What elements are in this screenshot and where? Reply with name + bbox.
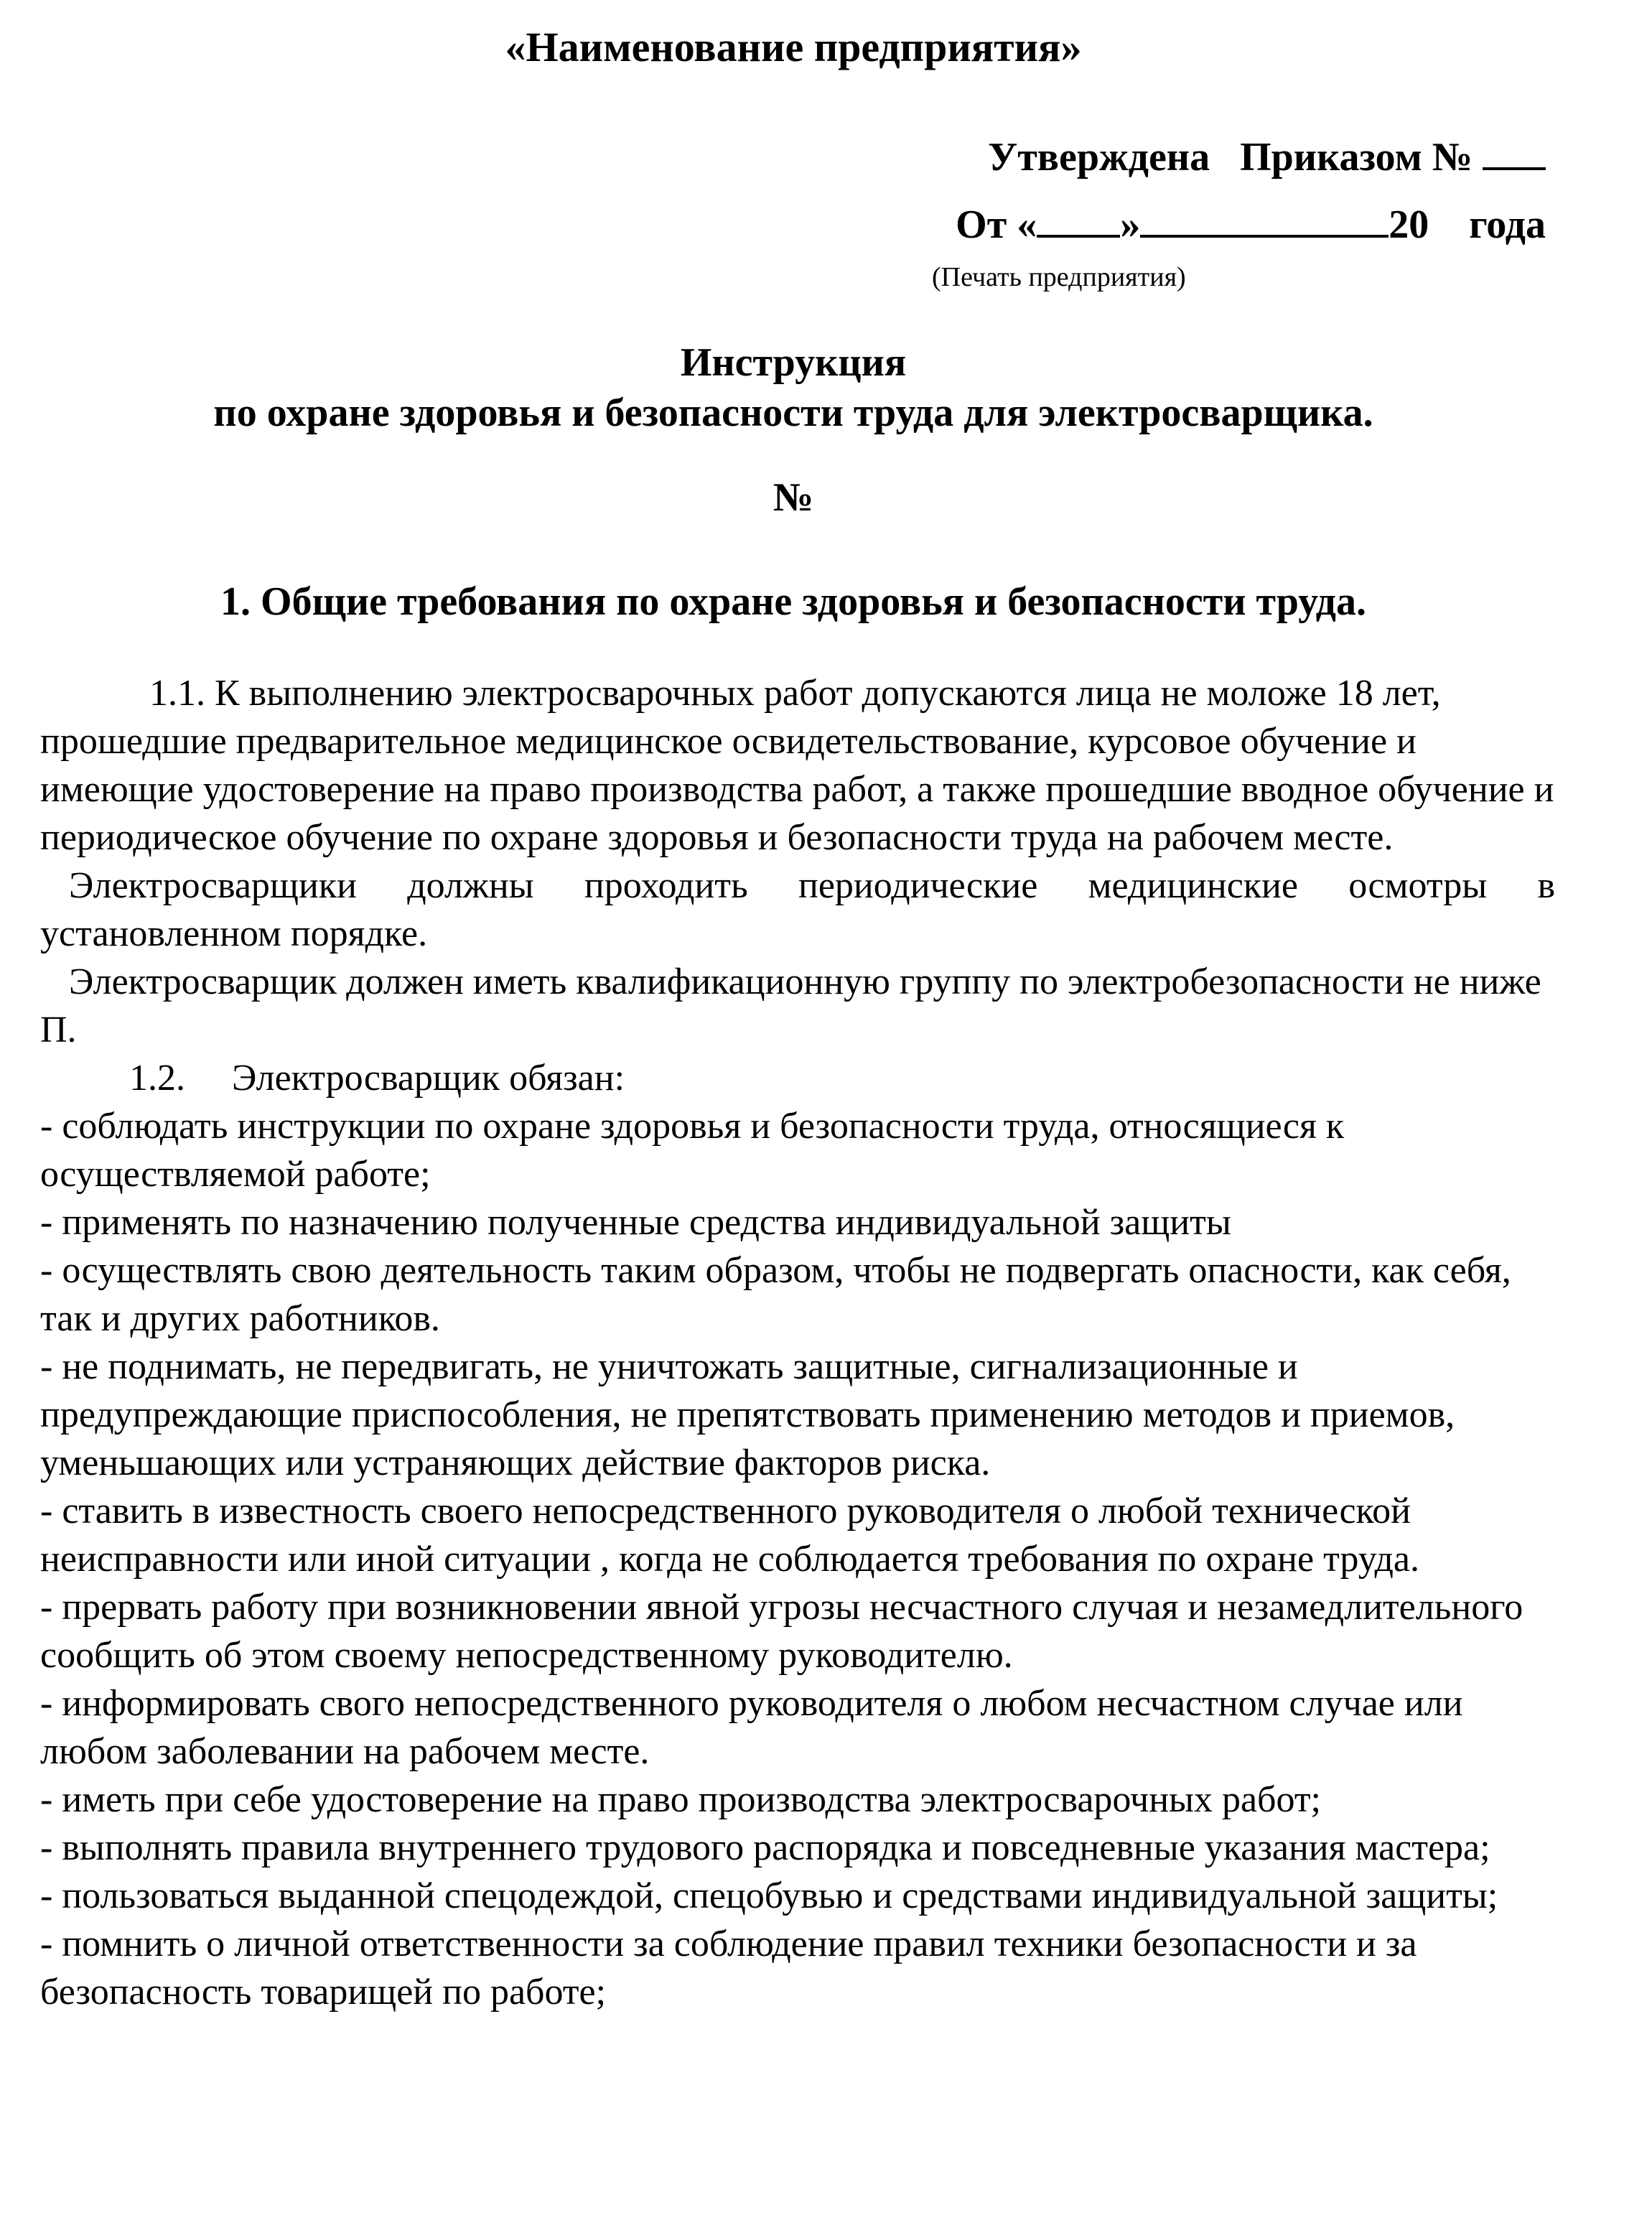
date-mid: »: [1120, 202, 1141, 247]
list-item: - информировать свого непосредственного руководителя о любом несчастном случае или любом заболевании на рабочем месте.: [40, 1683, 1463, 1772]
title-line-2: по охране здоровья и безопасности труда для электросварщика.: [213, 391, 1373, 435]
list-item: - помнить о личной ответственности за соблюдение правил техники безопасности и за безопасность товарищей по работе;: [40, 1923, 1417, 2013]
month-blank: [1140, 199, 1389, 238]
order-number-blank: [1483, 131, 1546, 170]
list-item: - прервать работу при возникновении явной угрозы несчастного случая и незамедлительного сообщить об этом своему непосредственному руководителю.: [40, 1587, 1523, 1676]
approval-order-text: Утверждена Приказом №: [988, 135, 1473, 179]
approval-block: [956, 123, 1546, 258]
approval-date-line: [956, 191, 1546, 258]
list-item: - иметь при себе удостоверение на право производства электросварочных работ;: [40, 1779, 1321, 1820]
day-blank: [1037, 199, 1120, 238]
stamp-placeholder: (Печать предприятия): [932, 262, 1186, 292]
list-item: - соблюдать инструкции по охране здоровья и безопасности труда, относящиеся к осуществляемой работе;: [40, 1106, 1345, 1195]
company-name: «Наименование предприятия»: [505, 24, 1082, 70]
list-item: - выполнять правила внутреннего трудового распорядка и повседневные указания мастера;: [40, 1827, 1490, 1868]
list-item: - осуществлять свою деятельность таким образом, чтобы не подвергать опасности, как себя, так и других работников.: [40, 1250, 1511, 1339]
document-body: [40, 669, 1555, 2016]
list-item: - пользоваться выданной спецодеждой, спецобувью и средствами индивидуальной защиты;: [40, 1875, 1498, 1916]
list-item: - ставить в известность своего непосредственного руководителя о любой технической неисправности или иной ситуации , когда не соблюдается требования по охране труда.: [40, 1491, 1420, 1580]
paragraph-1-1: 1.1. К выполнению электросварочных работ допускаются лица не моложе 18 лет, прошедшие предварительное медицинское освидетельствование, курсовое обучение и имеющие удостоверение на право производства работ, а также прошедшие вводное обучение и периодическое обучение по охране здоровья и безопасности труда на рабочем месте.: [40, 673, 1554, 858]
document-title: [0, 337, 1587, 523]
list-item: - не поднимать, не передвигать, не уничтожать защитные, сигнализационные и предупреждающие приспособления, не препятствовать применению методов и приемов, уменьшающих или устраняющих действие факторов риска.: [40, 1346, 1455, 1483]
document-number: №: [773, 475, 814, 520]
paragraph-1-2: 1.2. Электросварщик обязан:: [129, 1058, 625, 1099]
approval-order-line: [956, 123, 1546, 191]
title-line-1: Инструкция: [680, 340, 907, 385]
paragraph-qualification: Электросварщик должен иметь квалификационную группу по электробезопасности не ниже П.: [40, 961, 1541, 1050]
section-1-heading: 1. Общие требования по охране здоровья и безопасности труда.: [220, 579, 1366, 624]
list-item: - применять по назначению полученные средства индивидуальной защиты: [40, 1202, 1231, 1243]
date-prefix: От «: [956, 202, 1037, 247]
paragraph-medical: Электросварщики должны проходить периодические медицинские осмотры в установленном порядке.: [40, 865, 1555, 954]
date-year: 20 года: [1389, 202, 1546, 247]
